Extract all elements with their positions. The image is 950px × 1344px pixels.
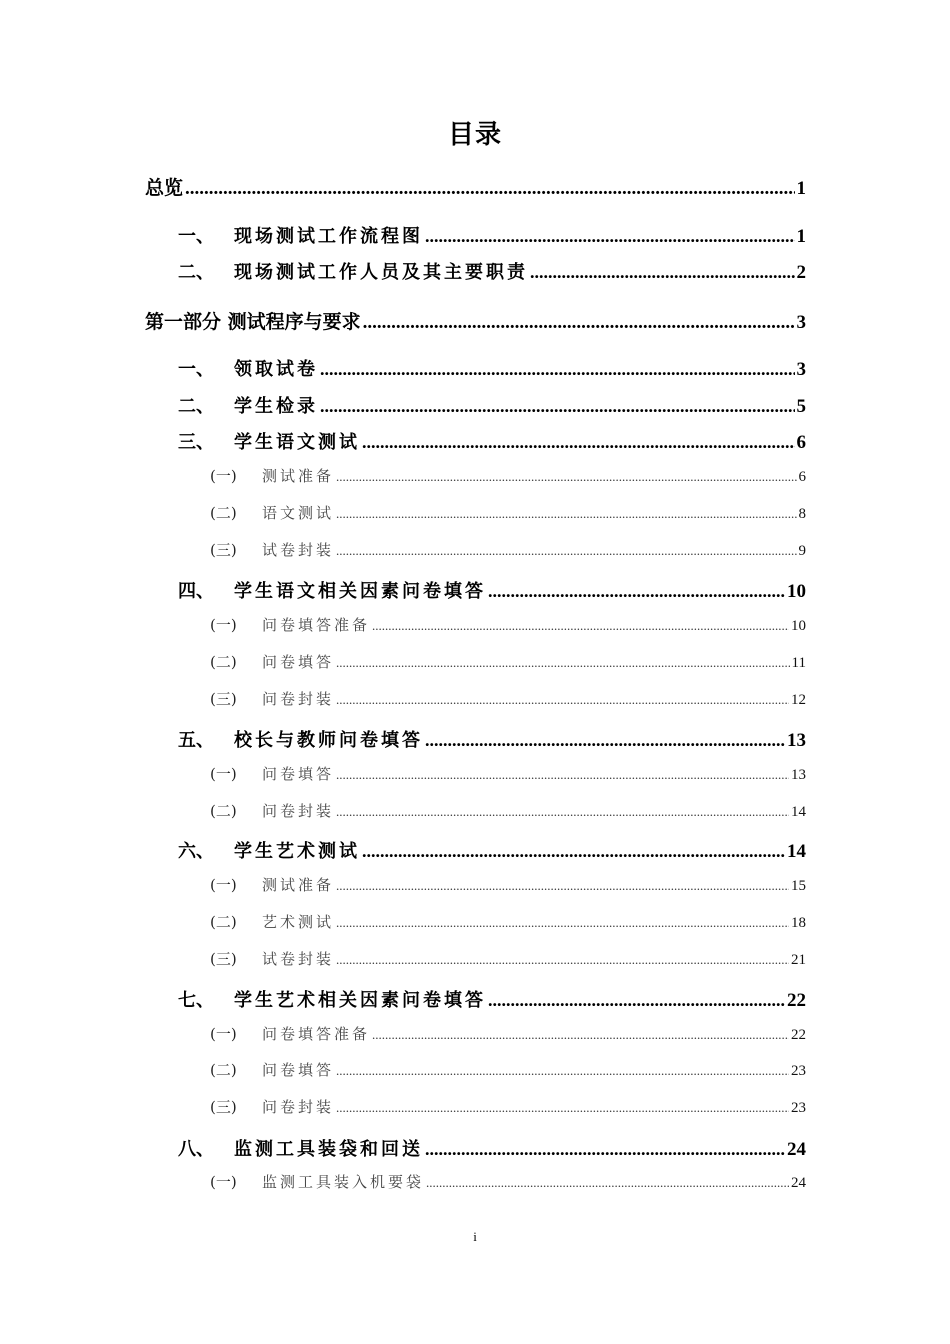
toc-entry-number: 四、 <box>178 581 214 602</box>
toc-subentry[interactable] <box>210 502 806 523</box>
toc-leader-dots <box>363 312 795 334</box>
toc-entry-text: 学生检录 <box>234 396 318 417</box>
toc-entry-page: 1 <box>796 178 806 199</box>
toc-leader-dots <box>185 178 794 200</box>
toc-leader-dots <box>336 506 796 522</box>
toc-entry-page: 6 <box>798 469 806 485</box>
toc-entry-number: (二) <box>210 653 237 671</box>
toc-entry[interactable] <box>178 837 806 863</box>
toc-subentry[interactable] <box>210 948 806 969</box>
toc-entry-text: 监测工具装入机要袋 <box>262 1173 425 1191</box>
toc-leader-dots <box>336 804 789 820</box>
toc-leader-dots <box>320 396 795 417</box>
toc-entry-text: 校长与教师问卷填答 <box>234 730 423 751</box>
toc-subentry[interactable] <box>210 651 806 672</box>
toc-subentry[interactable] <box>210 874 806 895</box>
toc-subentry[interactable] <box>210 539 806 560</box>
toc-leader-dots <box>488 990 785 1011</box>
toc-leader-dots <box>362 432 795 453</box>
toc-entry-text: 测试准备 <box>262 876 335 894</box>
toc-entry-part-one[interactable] <box>145 307 806 334</box>
toc-entry-text: 领取试卷 <box>234 359 318 380</box>
toc-entry-number: 二、 <box>178 396 214 417</box>
toc-subentry[interactable] <box>210 763 806 784</box>
toc-entry[interactable] <box>178 986 806 1012</box>
toc-leader-dots <box>425 730 785 751</box>
toc-entry-page: 22 <box>787 990 806 1011</box>
toc-leader-dots <box>336 655 790 671</box>
toc-entry-text: 学生语文相关因素问卷填答 <box>234 581 486 602</box>
toc-entry-page: 8 <box>798 506 806 522</box>
toc-subentry[interactable] <box>210 1023 806 1044</box>
toc-entry-text: 问卷封装 <box>262 690 335 708</box>
toc-leader-dots <box>336 469 796 485</box>
toc-entry[interactable] <box>178 258 806 284</box>
toc-entry-number: (二) <box>210 1061 237 1079</box>
toc-entry-overview[interactable] <box>145 173 806 200</box>
toc-entry-text: 现场测试工作流程图 <box>234 226 423 247</box>
toc-entry-page: 24 <box>791 1175 806 1191</box>
toc-leader-dots <box>336 1063 789 1079</box>
toc-entry-page: 23 <box>791 1100 806 1116</box>
toc-entry-text: 问卷填答 <box>262 653 335 671</box>
toc-entry-number: 一、 <box>178 359 214 380</box>
toc-entry-number: (二) <box>210 913 237 931</box>
toc-title: 目录 <box>447 120 502 150</box>
toc-leader-dots <box>488 581 785 602</box>
toc-entry-number: (一) <box>210 1173 237 1191</box>
toc-entry-number: (三) <box>210 950 237 968</box>
toc-entry[interactable] <box>178 1135 806 1161</box>
toc-subentry[interactable] <box>210 1096 806 1117</box>
toc-entry[interactable] <box>178 222 806 248</box>
toc-entry-page: 10 <box>791 618 806 634</box>
toc-entry-page: 24 <box>787 1139 806 1160</box>
toc-entry-number: 二、 <box>178 262 214 283</box>
toc-entry[interactable] <box>178 428 806 454</box>
toc-entry-number: (三) <box>210 1098 237 1116</box>
toc-entry-number: (二) <box>210 802 237 820</box>
toc-subentry[interactable] <box>210 688 806 709</box>
toc-entry-page: 14 <box>791 804 806 820</box>
toc-entry-number: 八、 <box>178 1139 214 1160</box>
toc-subentry[interactable] <box>210 465 806 486</box>
toc-entry-text: 测试准备 <box>262 467 335 485</box>
toc-leader-dots <box>336 767 789 783</box>
toc-entry-page: 13 <box>791 767 806 783</box>
toc-leader-dots <box>372 1027 789 1043</box>
toc-entry-number: 三、 <box>178 432 214 453</box>
toc-leader-dots <box>336 543 796 559</box>
toc-leader-dots <box>336 878 789 894</box>
toc-entry-text: 学生艺术测试 <box>234 841 360 862</box>
toc-entry[interactable] <box>178 392 806 418</box>
toc-entry-page: 18 <box>791 915 806 931</box>
toc-entry-page: 2 <box>796 262 806 283</box>
toc-entry-number: (一) <box>210 876 237 894</box>
toc-leader-dots <box>530 262 795 283</box>
toc-leader-dots <box>372 618 789 634</box>
toc-entry-page: 6 <box>796 432 806 453</box>
toc-subentry[interactable] <box>210 1059 806 1080</box>
toc-subentry[interactable] <box>210 614 806 635</box>
toc-entry-page: 3 <box>796 359 806 380</box>
toc-entry-page: 22 <box>791 1027 806 1043</box>
toc-leader-dots <box>425 1139 785 1160</box>
toc-entry-text: 试卷封装 <box>262 541 335 559</box>
toc-subentry[interactable] <box>210 1171 806 1192</box>
toc-entry-text: 语文测试 <box>262 504 335 522</box>
toc-entry-page: 1 <box>796 226 806 247</box>
toc-subentry[interactable] <box>210 800 806 821</box>
toc-entry-page: 12 <box>791 692 806 708</box>
toc-leader-dots <box>336 915 789 931</box>
toc-entry-page: 11 <box>791 655 806 671</box>
toc-entry-page: 13 <box>787 730 806 751</box>
toc-entry-text: 学生艺术相关因素问卷填答 <box>234 990 486 1011</box>
toc-entry-text: 现场测试工作人员及其主要职责 <box>234 262 528 283</box>
toc-entry[interactable] <box>178 355 806 381</box>
toc-entry-number: (一) <box>210 467 237 485</box>
toc-leader-dots <box>320 359 795 380</box>
toc-entry-page: 3 <box>796 312 806 333</box>
toc-entry-number: 一、 <box>178 226 214 247</box>
toc-entry-text: 问卷填答准备 <box>262 1025 371 1043</box>
toc-leader-dots <box>336 692 789 708</box>
toc-entry-text: 问卷封装 <box>262 802 335 820</box>
toc-entry-number: (一) <box>210 616 237 634</box>
toc-entry-text: 第一部分 测试程序与要求 <box>145 311 361 333</box>
toc-leader-dots <box>336 952 789 968</box>
toc-entry-number: 七、 <box>178 990 214 1011</box>
toc-entry-number: 五、 <box>178 730 214 751</box>
toc-entry-text: 问卷填答准备 <box>262 616 371 634</box>
toc-entry[interactable] <box>178 577 806 603</box>
page-number-footer: i <box>473 1229 477 1244</box>
toc-entry-text: 问卷填答 <box>262 765 335 783</box>
toc-entry[interactable] <box>178 726 806 752</box>
toc-entry-page: 15 <box>791 878 806 894</box>
toc-entry-number: 六、 <box>178 841 214 862</box>
toc-entry-text: 学生语文测试 <box>234 432 360 453</box>
toc-leader-dots <box>426 1175 789 1191</box>
toc-leader-dots <box>425 226 795 247</box>
toc-entry-number: (三) <box>210 690 237 708</box>
toc-entry-number: (二) <box>210 504 237 522</box>
toc-leader-dots <box>362 841 785 862</box>
toc-entry-page: 21 <box>791 952 806 968</box>
toc-entry-page: 23 <box>791 1063 806 1079</box>
toc-entry-text: 监测工具装袋和回送 <box>234 1139 423 1160</box>
toc-leader-dots <box>336 1100 789 1116</box>
toc-entry-number: (三) <box>210 541 237 559</box>
toc-subentry[interactable] <box>210 911 806 932</box>
toc-entry-text: 艺术测试 <box>262 913 335 931</box>
toc-entry-page: 9 <box>798 543 806 559</box>
toc-entry-page: 10 <box>787 581 806 602</box>
toc-entry-text: 问卷填答 <box>262 1061 335 1079</box>
toc-entry-page: 14 <box>787 841 806 862</box>
toc-entry-text: 问卷封装 <box>262 1098 335 1116</box>
toc-entry-number: (一) <box>210 765 237 783</box>
toc-entry-page: 5 <box>796 396 806 417</box>
toc-entry-text: 试卷封装 <box>262 950 335 968</box>
toc-entry-text: 总览 <box>145 177 184 199</box>
toc-entry-number: (一) <box>210 1025 237 1043</box>
